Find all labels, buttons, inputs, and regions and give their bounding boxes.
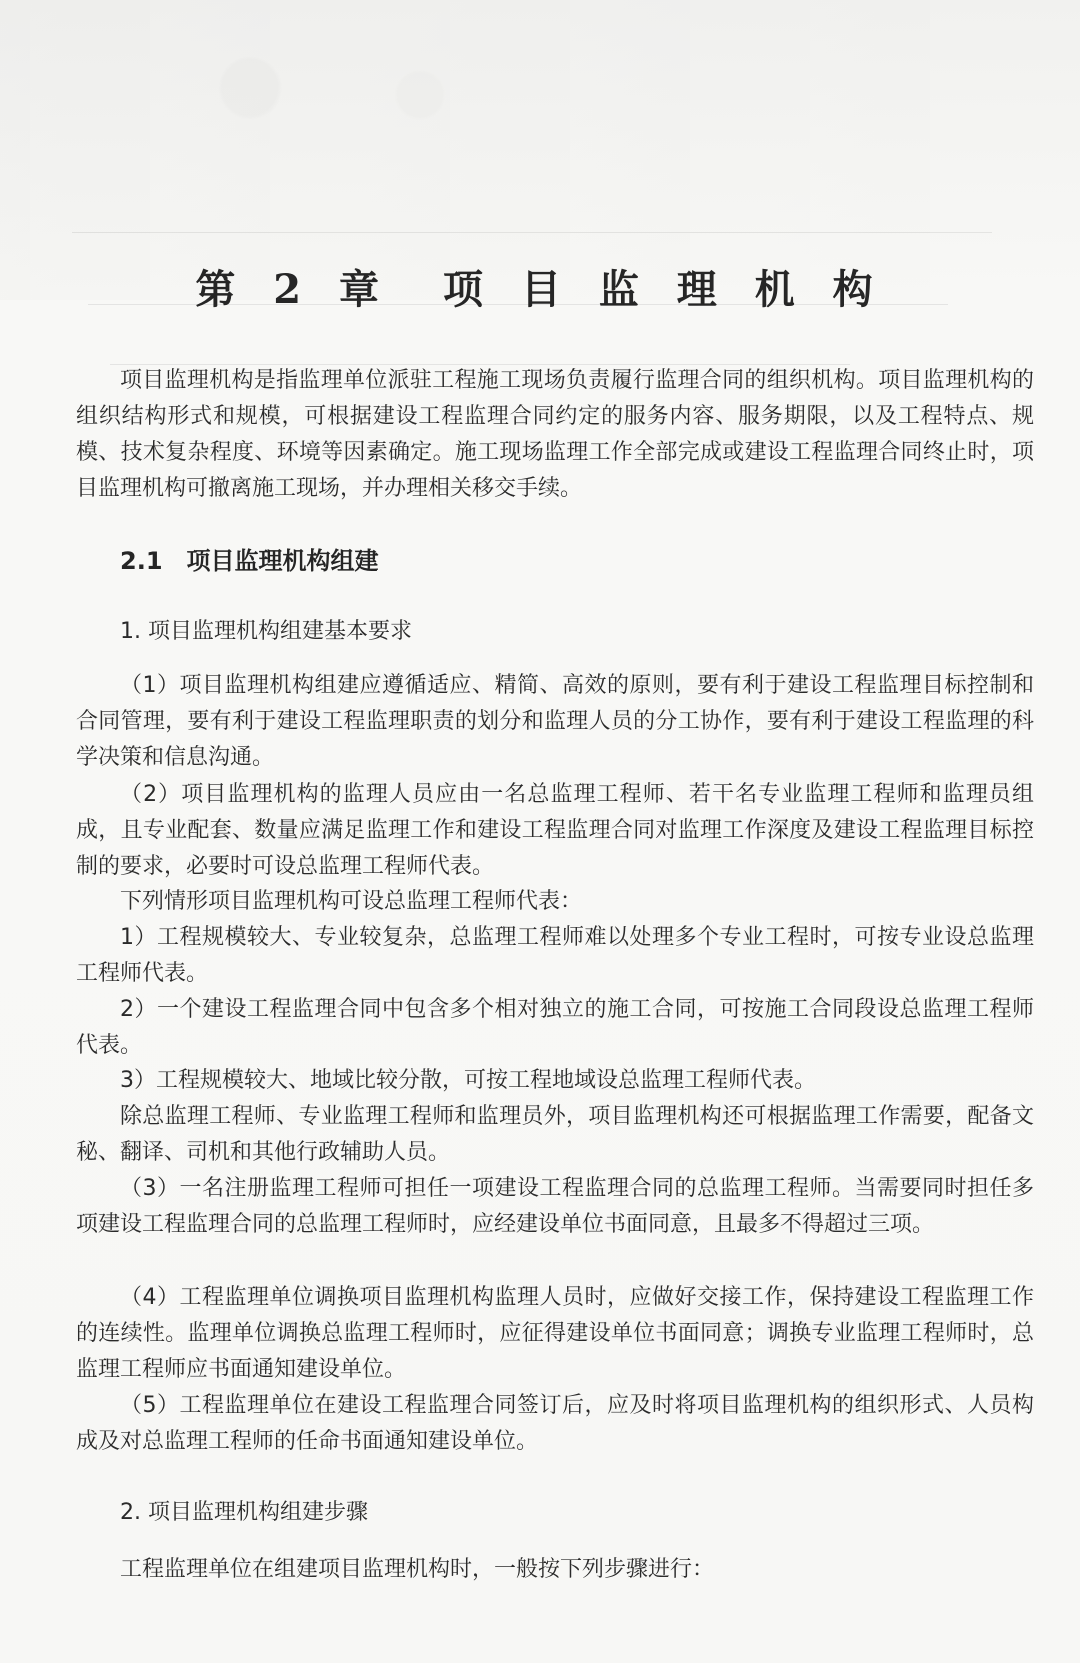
chapter-title: 第 2 章 项 目 监 理 机 构 bbox=[195, 266, 885, 313]
paragraph-10: （5）工程监理单位在建设工程监理合同签订后，应及时将项目监理机构的组织形式、人员构成及对总监理工程师的任命书面通知建设单位。 bbox=[76, 1393, 1034, 1454]
closing-paragraph: 工程监理单位在组建项目监理机构时，一般按下列步骤进行： bbox=[120, 1557, 715, 1582]
paragraph-9: （4）工程监理单位调换项目监理机构监理人员时，应做好交接工作，保持建设工程监理工作的连续性。监理单位调换总监理工程师时，应征得建设单位书面同意；调换专业监理工程师时，总监理工程师应书面通知建设单位。 bbox=[76, 1285, 1034, 1382]
paragraph-2: （2）项目监理机构的监理人员应由一名总监理工程师、若干名专业监理工程师和监理员组成，且专业配套、数量应满足监理工作和建设工程监理合同对监理工作深度及建设工程监理目标控制的要求，必要时可设总监理工程师代表。 bbox=[76, 782, 1034, 879]
paragraph-7: 除总监理工程师、专业监理工程师和监理员外，项目监理机构还可根据监理工作需要，配备文秘、翻译、司机和其他行政辅助人员。 bbox=[76, 1104, 1034, 1165]
paragraph-5: 2）一个建设工程监理合同中包含多个相对独立的施工合同，可按施工合同段设总监理工程师代表。 bbox=[76, 997, 1034, 1058]
paragraph-1: （1）项目监理机构组建应遵循适应、精简、高效的原则，要有利于建设工程监理目标控制和合同管理，要有利于建设工程监理职责的划分和监理人员的分工协作，要有利于建设工程监理的科学决策和信息沟通。 bbox=[76, 673, 1034, 770]
paragraph-6: 3）工程规模较大、地域比较分散，可按工程地域设总监理工程师代表。 bbox=[120, 1068, 816, 1093]
paragraph-8: （3）一名注册监理工程师可担任一项建设工程监理合同的总监理工程师。当需要同时担任多项建设工程监理合同的总监理工程师时，应经建设单位书面同意，且最多不得超过三项。 bbox=[76, 1176, 1034, 1237]
bleed-through-line bbox=[72, 232, 992, 233]
paragraph-4: 1）工程规模较大、专业较复杂，总监理工程师难以处理多个专业工程时，可按专业设总监理工程师代表。 bbox=[76, 925, 1034, 986]
intro-paragraph: 项目监理机构是指监理单位派驻工程施工现场负责履行监理合同的组织机构。项目监理机构的组织结构形式和规模，可根据建设工程监理合同约定的服务内容、服务期限，以及工程特点、规模、技术复杂程度、环境等因素确定。施工现场监理工作全部完成或建设工程监理合同终止时，项目监理机构可撤离施工现场，并办理相关移交手续。 bbox=[76, 368, 1034, 501]
paragraph-3: 下列情形项目监理机构可设总监理工程师代表： bbox=[120, 889, 583, 914]
section-heading-2-1: 2.1 项目监理机构组建 bbox=[120, 547, 379, 575]
subsection-heading-1: 1. 项目监理机构组建基本要求 bbox=[120, 619, 412, 644]
subsection-heading-2: 2. 项目监理机构组建步骤 bbox=[120, 1500, 368, 1525]
